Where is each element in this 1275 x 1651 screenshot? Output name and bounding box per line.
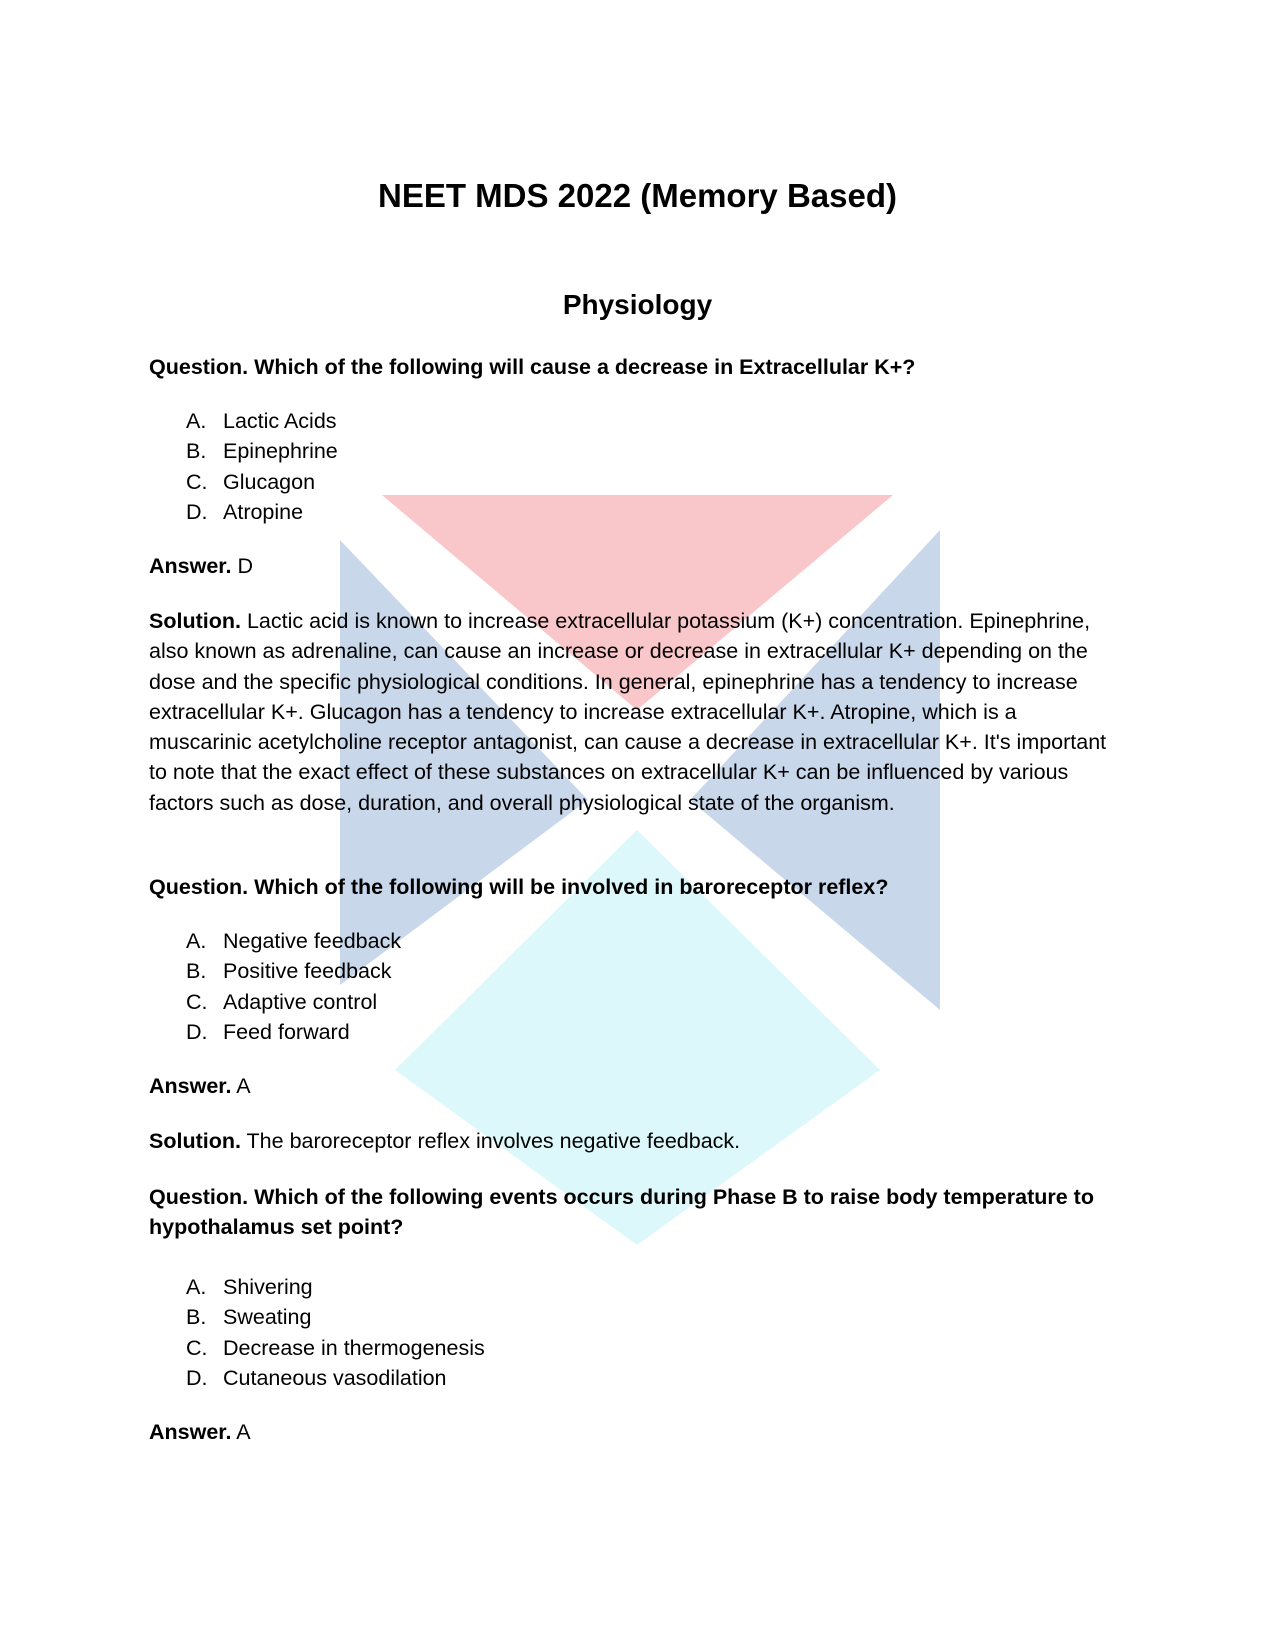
answer-label: Answer. [149, 1074, 232, 1098]
question-label: Question. [149, 875, 249, 899]
option-letter: B. [186, 1305, 207, 1330]
option-text: Decrease in thermogenesis [223, 1335, 485, 1360]
option-letter: C. [186, 1335, 208, 1360]
answer-1 [149, 551, 1109, 581]
document-title: NEET MDS 2022 (Memory Based) [378, 177, 897, 214]
answer-2 [149, 1071, 1109, 1101]
option-item [149, 497, 1109, 527]
option-letter: D. [186, 1019, 208, 1044]
option-text: Shivering [223, 1275, 313, 1299]
answer-label: Answer. [149, 1420, 232, 1444]
question-2-options [149, 926, 1109, 1047]
option-item [149, 436, 1109, 466]
solution-1 [149, 606, 1109, 818]
option-item [149, 926, 1109, 956]
option-item [149, 1363, 1109, 1393]
question-3 [149, 1182, 1109, 1243]
option-text: Atropine [223, 499, 304, 524]
option-text: Sweating [223, 1305, 312, 1330]
option-item [149, 406, 1109, 436]
question-label: Question. [149, 355, 249, 379]
question-2 [149, 872, 1109, 902]
solution-label: Solution. [149, 1129, 241, 1153]
option-text: Negative feedback [223, 929, 402, 953]
question-1-options [149, 406, 1109, 527]
option-text: Epinephrine [223, 439, 338, 464]
answer-value: A [236, 1420, 251, 1444]
question-text: Which of the following will cause a decrease in Extracellular K+? [254, 355, 916, 379]
question-text: Which of the following will be involved in baroreceptor reflex? [254, 875, 889, 899]
option-letter: B. [186, 959, 207, 984]
option-text: Positive feedback [223, 959, 392, 984]
option-item [149, 987, 1109, 1017]
option-item [149, 1302, 1109, 1332]
option-text: Feed forward [223, 1019, 350, 1044]
option-item [149, 1017, 1109, 1047]
option-text: Lactic Acids [223, 409, 337, 433]
option-letter: A. [186, 929, 207, 953]
option-letter: C. [186, 989, 208, 1014]
answer-label: Answer. [149, 554, 232, 578]
option-text: Cutaneous vasodilation [223, 1365, 447, 1390]
option-letter: C. [186, 469, 208, 494]
option-letter: D. [186, 499, 208, 524]
question-label: Question. [149, 1185, 249, 1209]
answer-value: D [237, 554, 253, 578]
solution-label: Solution. [149, 609, 241, 633]
answer-3 [149, 1417, 1109, 1447]
option-item [149, 1272, 1109, 1302]
option-letter: A. [186, 409, 207, 433]
option-item [149, 1333, 1109, 1363]
option-letter: D. [186, 1365, 208, 1390]
option-item [149, 956, 1109, 986]
section-title: Physiology [562, 289, 713, 320]
option-text: Glucagon [223, 469, 316, 494]
solution-text: Lactic acid is known to increase extracellular potassium (K+) concentration. Epinephrine, also known as adrenaline, can cause an increase or decrease in extracellular K+ depending on the dose and the specific physiological conditions. In general, epinephrine has a tendency to increase extracellular K+. Glucagon has a tendency to increase extracellular K+. Atropine, which is a muscarinic acetylcholine receptor antagonist, can cause a decrease in extracellular K+. It's important to note that the exact effect of these substances on extracellular K+ can be influenced by various factors such as dose, duration, and overall physiological state of the organism. [149, 609, 1107, 815]
option-letter: B. [186, 439, 207, 464]
option-text: Adaptive control [223, 989, 378, 1014]
answer-value: A [236, 1074, 251, 1098]
solution-2 [149, 1126, 1109, 1156]
solution-text: The baroreceptor reflex involves negative feedback. [246, 1129, 741, 1153]
question-3-options [149, 1272, 1109, 1393]
option-letter: A. [186, 1275, 207, 1299]
question-1 [149, 352, 1109, 382]
question-text: Which of the following events occurs during Phase B to raise body temperature to hypothalamus set point? [149, 1185, 1094, 1240]
option-item [149, 467, 1109, 497]
